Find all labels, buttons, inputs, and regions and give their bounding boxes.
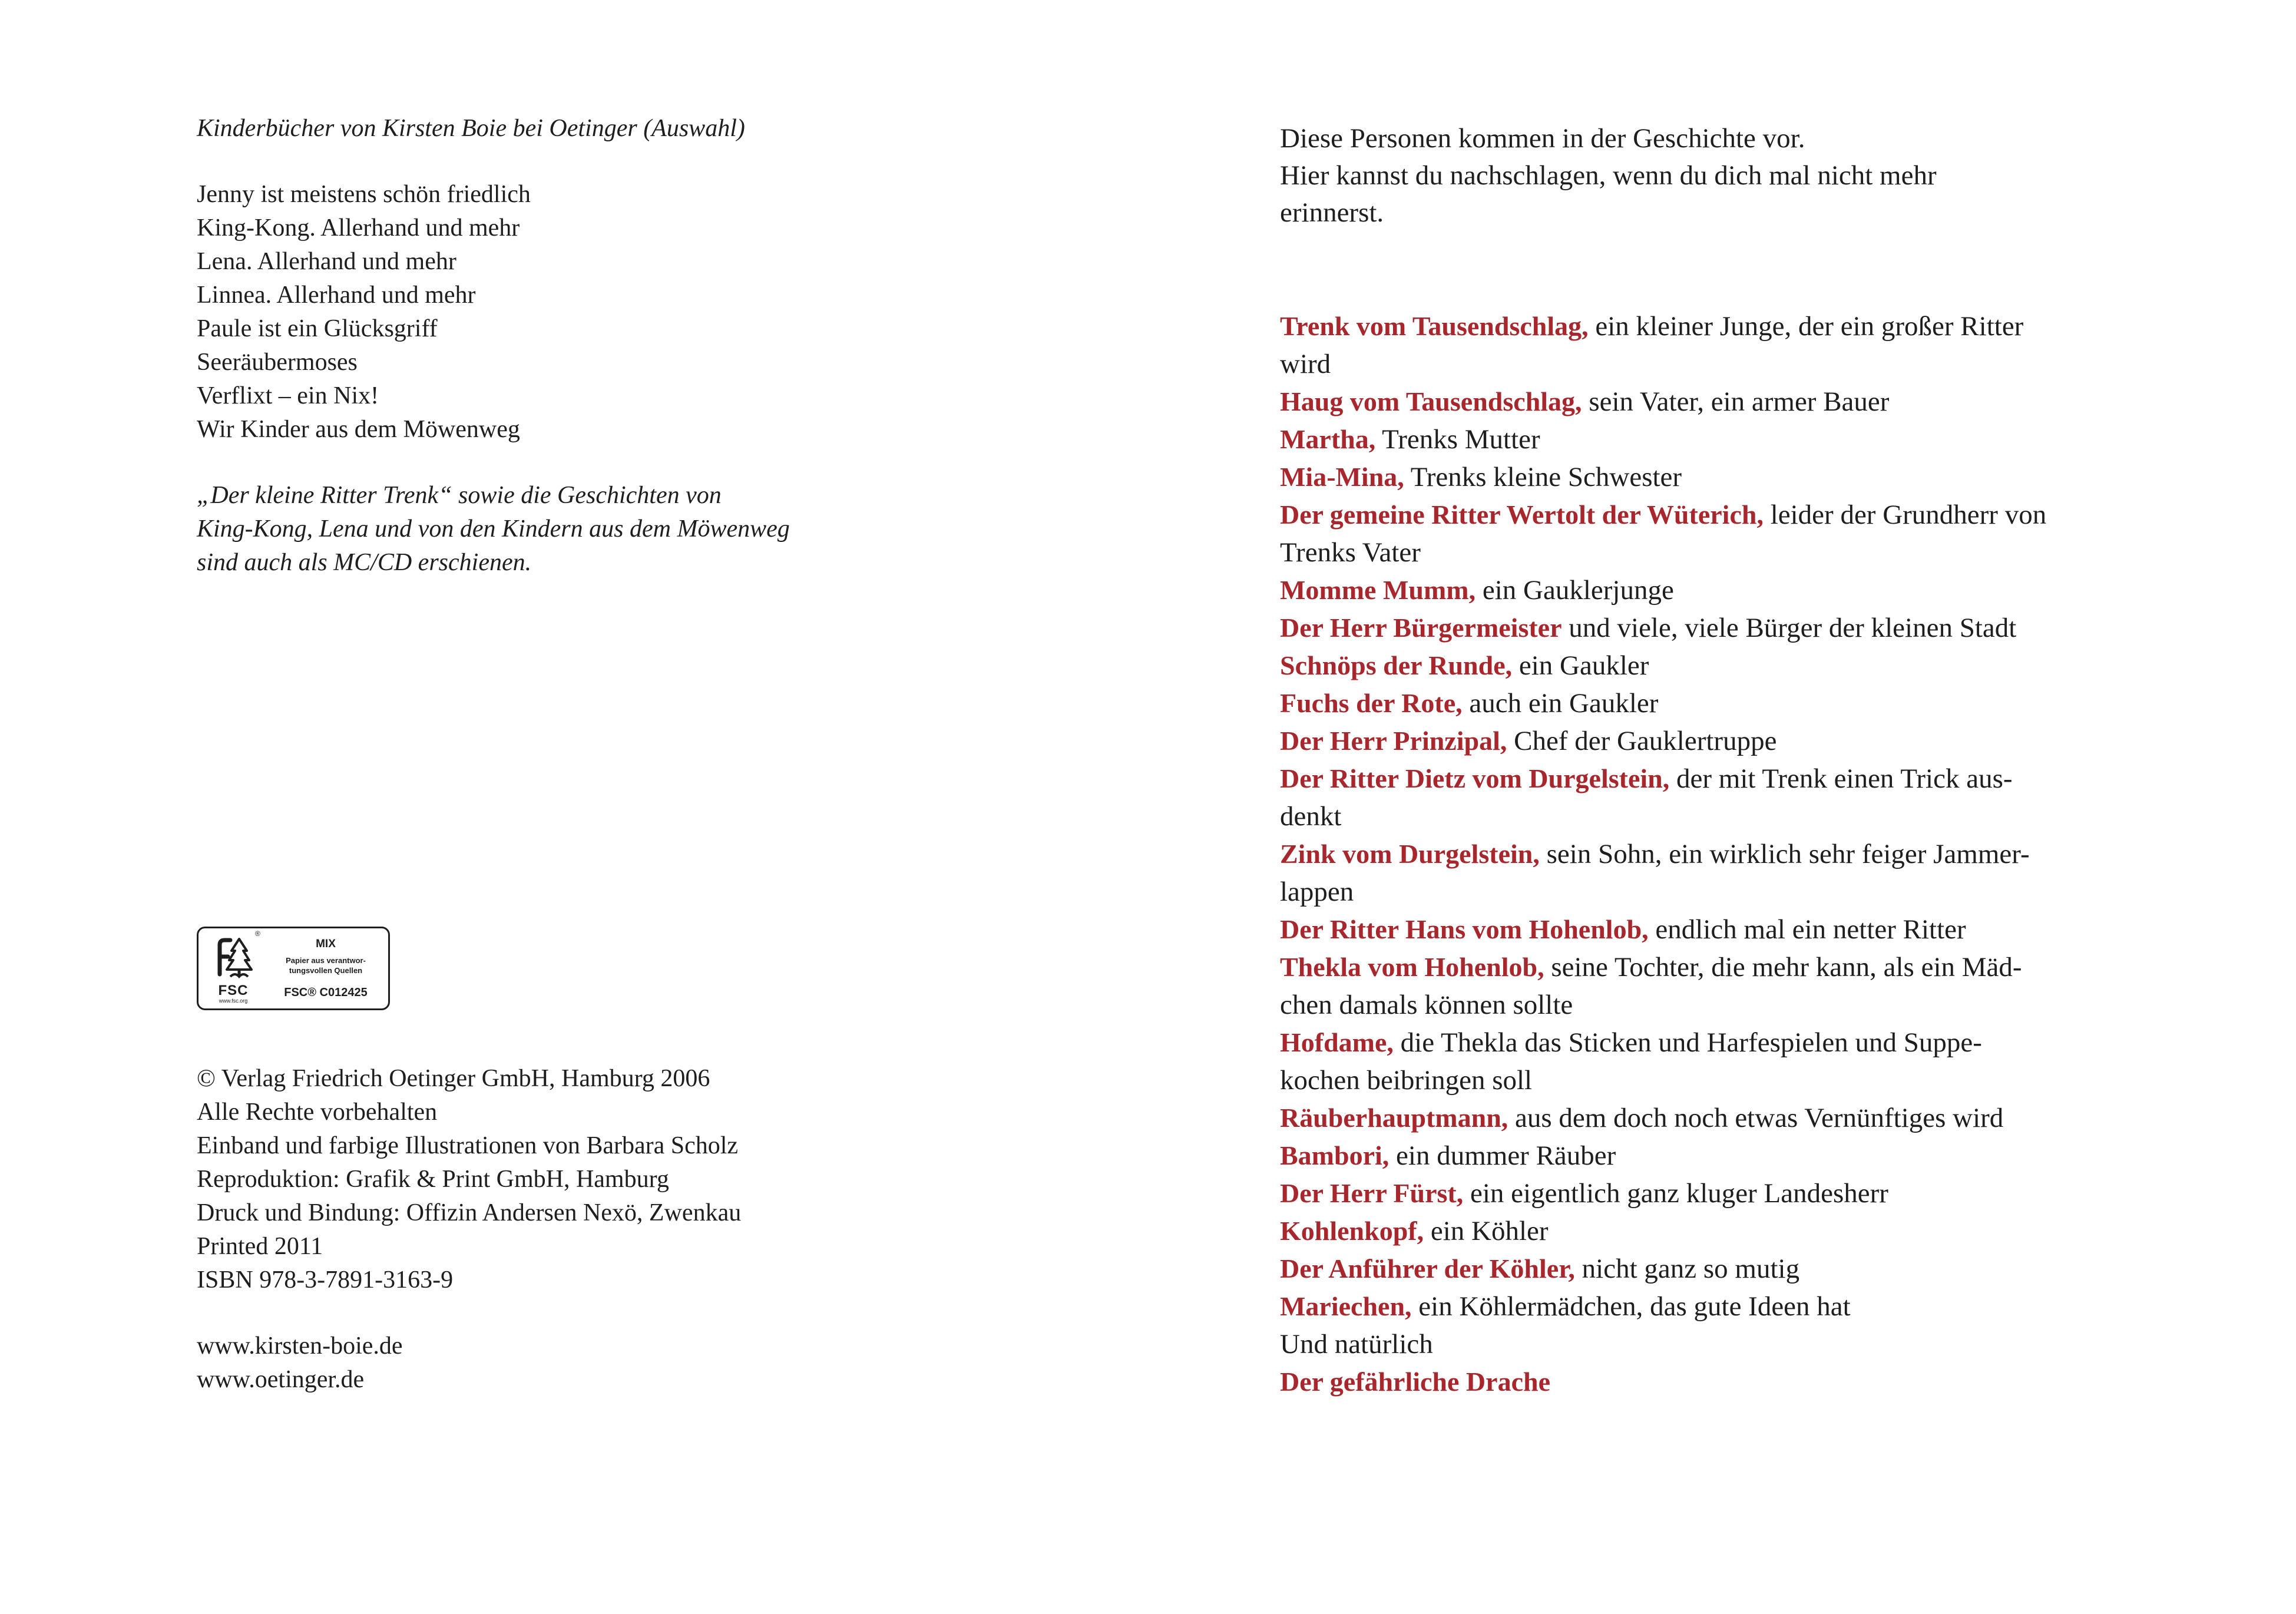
character-entry [1280,684,2046,722]
character-entry [1280,1212,2046,1250]
character-entry [1280,1250,2046,1288]
fsc-registered-mark: ® [255,930,260,938]
websites [197,1329,403,1397]
character-description: leider der Grundherr von [1763,500,2047,530]
character-description: Chef der Gauklertruppe [1507,726,1777,756]
character-entry [1280,1325,2046,1363]
character-name: Mia-Mina, [1280,462,1404,492]
audio-note-line: „Der kleine Ritter Trenk“ sowie die Geschichten von [197,482,722,509]
character-entry [1280,760,2046,835]
character-description: ein Köhlermädchen, das gute Ideen hat [1411,1291,1851,1322]
character-description: Trenks kleine Schwester [1404,462,1682,492]
character-entry [1280,383,2046,421]
character-name: Räuberhauptmann, [1280,1103,1508,1133]
book-title: Jenny ist meistens schön friedlich [197,181,531,208]
character-name: Thekla vom Hohenlob, [1280,952,1544,982]
character-entry [1280,421,2046,458]
character-name: Der gefährliche Drache [1280,1367,1550,1397]
fsc-mix-label: MIX [316,938,336,950]
character-description: nicht ganz so mutig [1574,1254,1800,1284]
character-entry [1280,1024,2046,1099]
character-name: Der Herr Fürst, [1280,1178,1464,1208]
imprint-line: Einband und farbige Illustrationen von Barbara Scholz [197,1132,739,1159]
character-description: und viele, viele Bürger der kleinen Stadt [1561,613,2017,643]
character-description: seine Tochter, die mehr kann, als ein Mäd- [1544,952,2022,983]
character-description: ein Köhler [1424,1216,1549,1246]
character-description-continued: kochen beibringen soll [1280,1065,1533,1096]
character-name: Kohlenkopf, [1280,1216,1424,1246]
character-name: Bambori, [1280,1140,1389,1170]
character-entry [1280,496,2046,571]
character-description: ein kleiner Junge, der ein großer Ritter [1588,311,2024,342]
character-description-continued: Trenks Vater [1280,537,1421,568]
fsc-logo-url: www.fsc.org [219,998,248,1004]
character-entry [1280,1099,2046,1137]
character-name: Der Anführer der Köhler, [1280,1254,1575,1284]
character-description: sein Sohn, ein wirklich sehr feiger Jammer- [1539,839,2030,869]
character-description: ein Gauklerjunge [1475,575,1674,606]
character-entry [1280,458,2046,496]
fsc-description-line: tungsvollen Quellen [289,966,363,975]
character-entry [1280,1175,2046,1212]
character-description: auch ein Gaukler [1462,688,1659,719]
website-link: www.kirsten-boie.de [197,1332,403,1360]
character-description: die Thekla das Sticken und Harfespielen und Suppe- [1393,1027,1982,1058]
imprint-line: Druck und Bindung: Offizin Andersen Nexö, Zwenkau [197,1199,742,1226]
book-list [197,178,531,447]
book-title: King-Kong. Allerhand und mehr [197,214,520,242]
character-name: Fuchs der Rote, [1280,688,1463,718]
imprint-line: Printed 2011 [197,1233,323,1260]
character-description: Und natürlich [1280,1329,1433,1360]
character-name: Hofdame, [1280,1027,1394,1057]
character-name: Mariechen, [1280,1291,1412,1321]
character-name: Der Ritter Dietz vom Durgelstein, [1280,763,1670,793]
character-name: Haug vom Tausendschlag, [1280,386,1582,416]
character-entry [1280,911,2046,948]
character-description-continued: wird [1280,349,1331,379]
fsc-tree-logo-icon [207,933,260,1005]
character-description: aus dem doch noch etwas Vernünftiges wird [1508,1103,2004,1133]
book-title: Linnea. Allerhand und mehr [197,282,476,309]
character-description: Trenks Mutter [1375,424,1540,455]
character-entry [1280,948,2046,1024]
character-name: Der Herr Bürgermeister [1280,613,1562,643]
character-name: Zink vom Durgelstein, [1280,839,1540,869]
character-name: Momme Mumm, [1280,575,1476,605]
book-title: Seeräubermoses [197,349,358,376]
book-title: Lena. Allerhand und mehr [197,248,456,275]
character-list [1280,307,2046,1401]
audio-note [197,479,933,580]
intro-line: Diese Personen kommen in der Geschichte vor. [1280,123,1805,154]
imprint-line: © Verlag Friedrich Oetinger GmbH, Hamburg 2006 [197,1065,710,1092]
character-name: Schnöps der Runde, [1280,650,1513,680]
book-title: Wir Kinder aus dem Möwenweg [197,416,520,443]
character-description: ein eigentlich ganz kluger Landesherr [1463,1178,1888,1209]
character-entry [1280,835,2046,911]
imprint-line: Alle Rechte vorbehalten [197,1099,438,1126]
fsc-badge [197,927,390,1010]
character-description-continued: chen damals können sollte [1280,990,1573,1020]
intro-line: Hier kannst du nachschlagen, wenn du dich mal nicht mehr [1280,160,1937,191]
character-description: sein Vater, ein armer Bauer [1582,386,1890,417]
character-description: der mit Trenk einen Trick aus- [1669,763,2013,794]
website-link: www.oetinger.de [197,1366,365,1393]
fsc-description-line: Papier aus verantwor- [286,956,366,965]
intro-line: erinnerst. [1280,197,1384,228]
fsc-description [268,955,383,975]
isbn: ISBN 978-3-7891-3163-9 [197,1266,454,1294]
character-name: Der Herr Prinzipal, [1280,726,1507,756]
right-page [1148,0,2296,1614]
books-heading: Kinderbücher von Kirsten Boie bei Oetinger (Auswahl) [197,115,745,142]
character-entry [1280,1363,2046,1401]
book-title: Paule ist ein Glücksgriff [197,315,438,342]
intro-text [1280,120,1937,231]
character-description: ein dummer Räuber [1389,1140,1616,1171]
character-entry [1280,647,2046,684]
character-name: Der gemeine Ritter Wertolt der Wüterich, [1280,500,1764,530]
character-description-continued: denkt [1280,801,1342,832]
character-name: Martha, [1280,424,1376,454]
book-title: Verflixt – ein Nix! [197,382,379,409]
character-entry [1280,307,2046,383]
character-description: endlich mal ein netter Ritter [1648,914,1966,945]
character-entry [1280,571,2046,609]
fsc-logo-text: FSC [218,983,249,998]
audio-note-line: sind auch als MC/CD erschienen. [197,549,532,576]
character-name: Trenk vom Tausendschlag, [1280,311,1589,341]
character-description: ein Gaukler [1512,650,1649,681]
character-description-continued: lappen [1280,877,1354,907]
character-entry [1280,722,2046,760]
fsc-license-code: FSC® C012425 [284,986,368,999]
imprint [197,1062,741,1297]
imprint-line: Reproduktion: Grafik & Print GmbH, Hamburg [197,1166,669,1193]
character-entry [1280,609,2046,647]
character-entry [1280,1137,2046,1175]
character-entry [1280,1288,2046,1325]
audio-note-line: King-Kong, Lena und von den Kindern aus dem Möwenweg [197,515,790,543]
character-name: Der Ritter Hans vom Hohenlob, [1280,914,1649,944]
